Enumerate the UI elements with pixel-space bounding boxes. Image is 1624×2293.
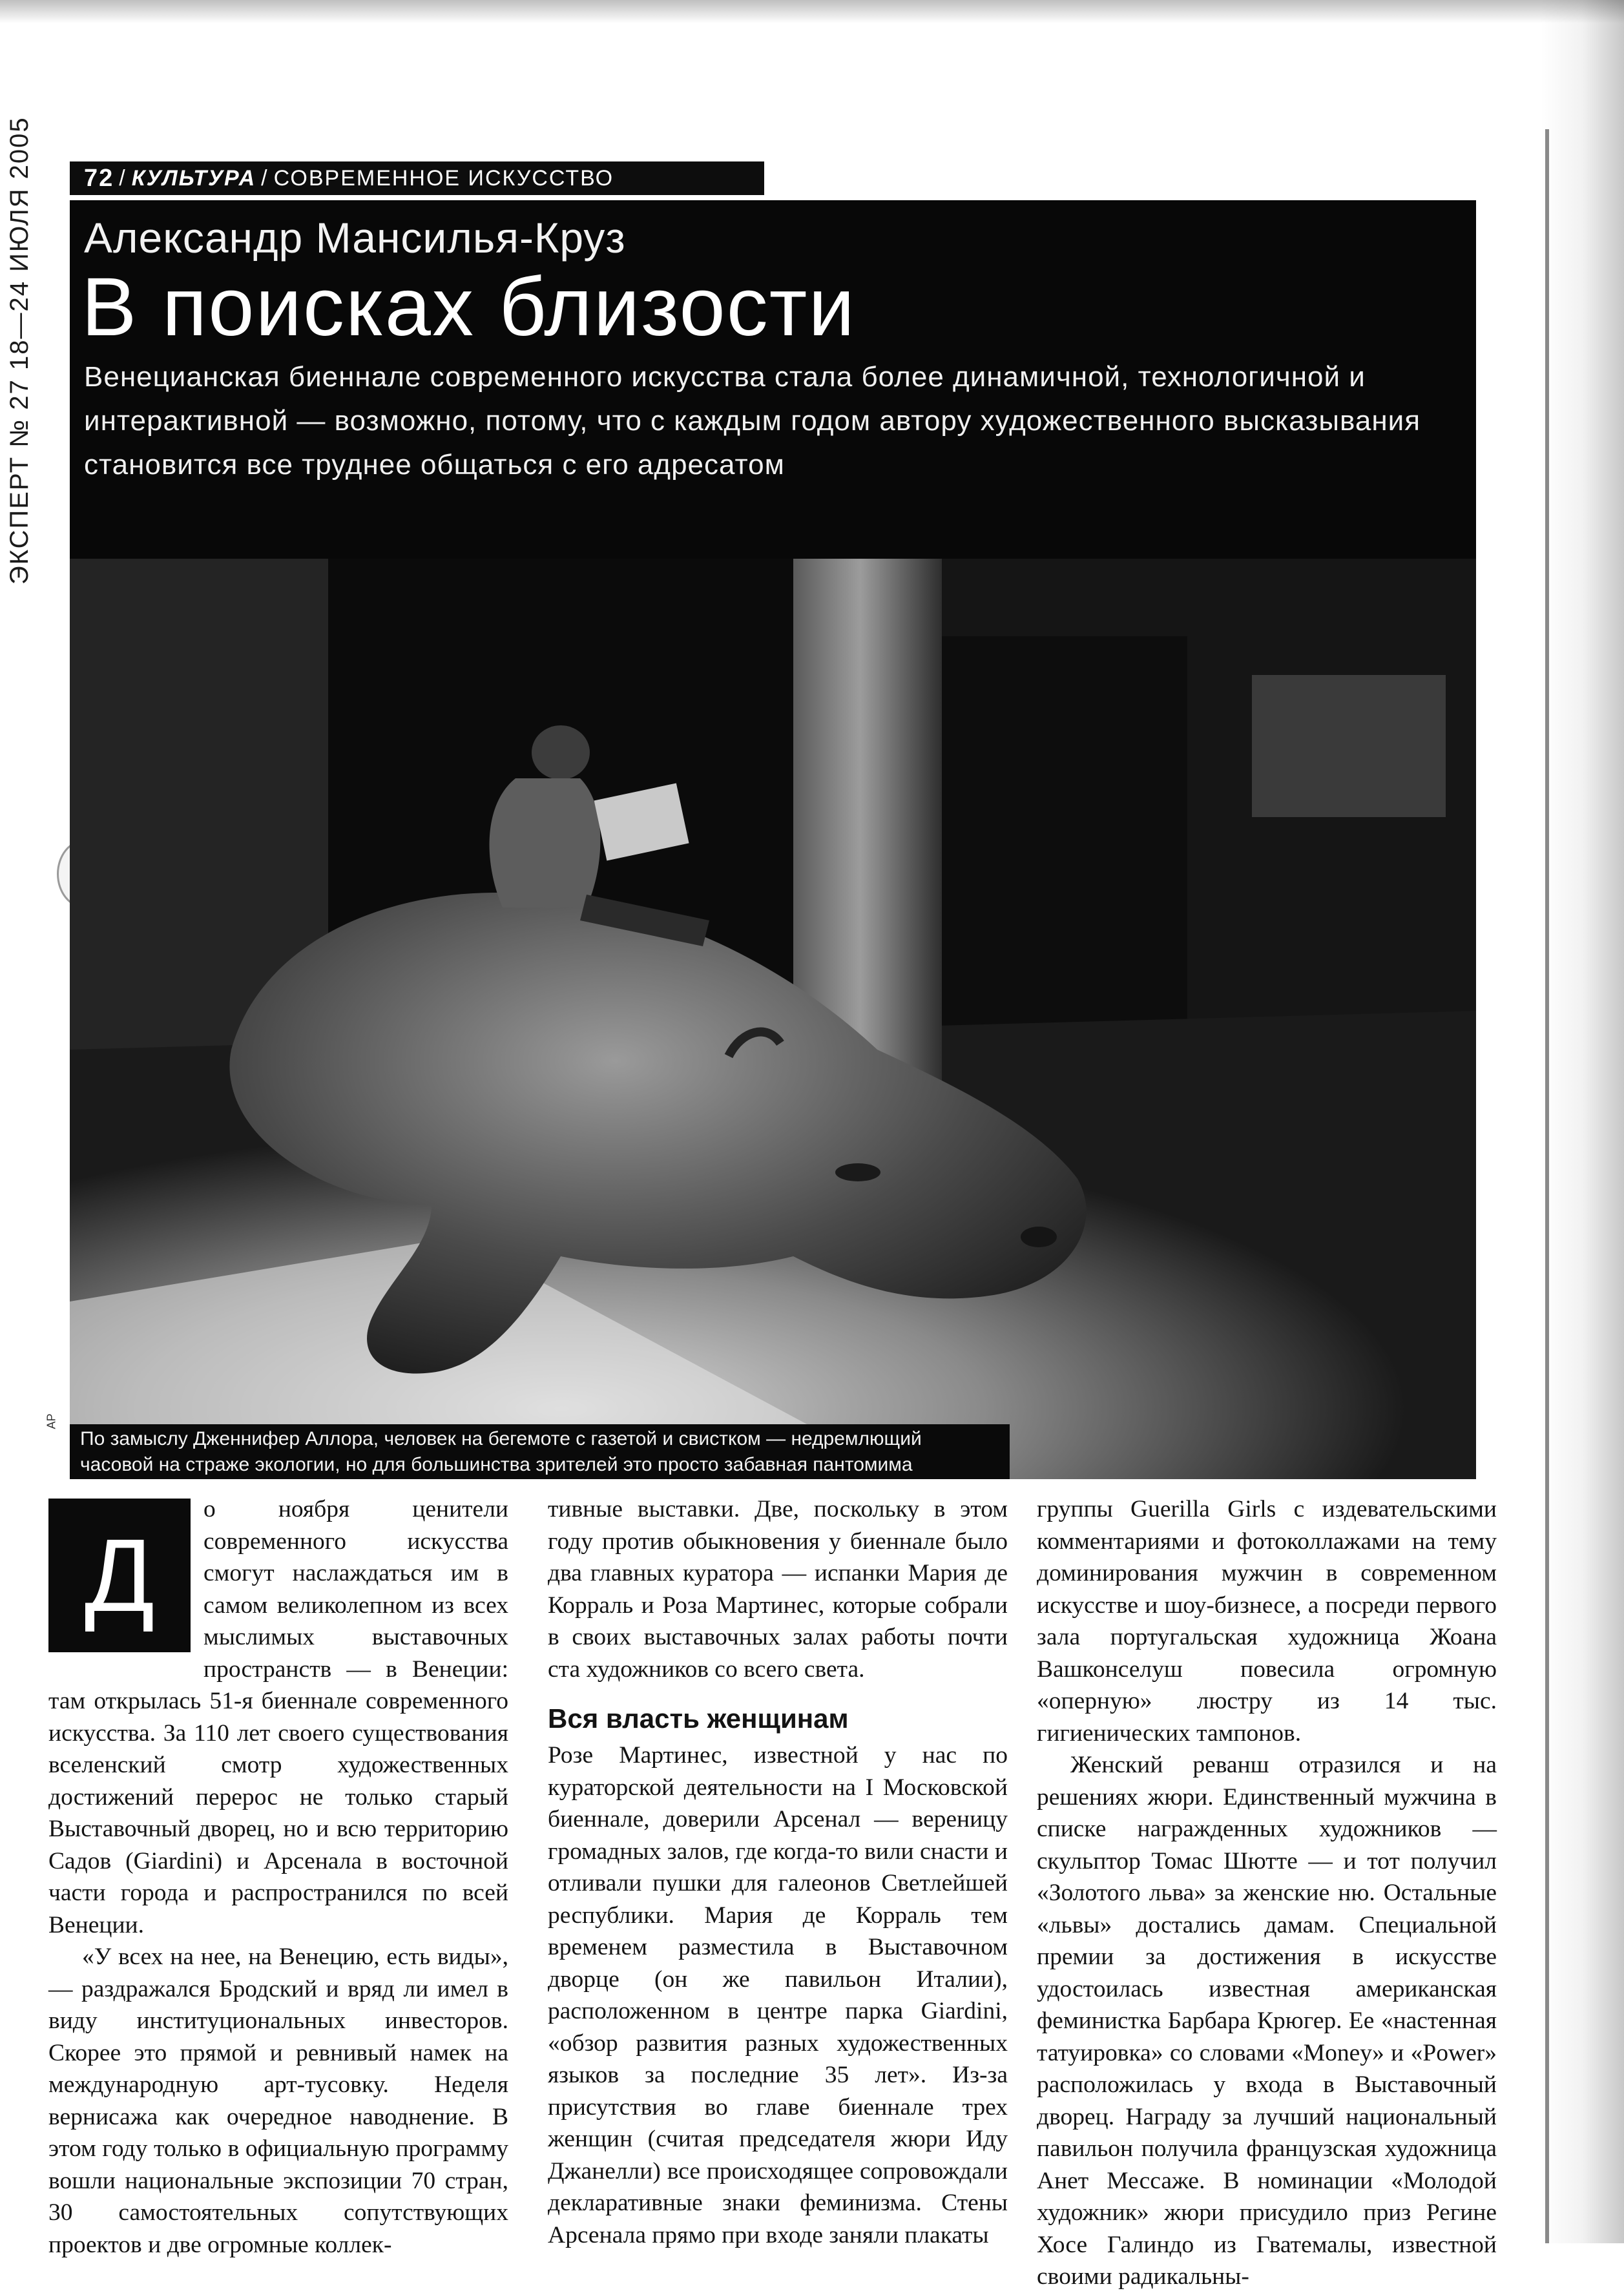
rubric-separator-2: / bbox=[261, 165, 269, 191]
article-photo bbox=[70, 559, 1476, 1479]
subsection-name: СОВРЕМЕННОЕ ИСКУССТВО bbox=[273, 165, 614, 191]
rubric-separator: / bbox=[119, 165, 127, 191]
text-column-1 bbox=[48, 1493, 508, 2261]
section-rubric bbox=[70, 161, 764, 195]
page-edge-line bbox=[1545, 129, 1549, 2243]
paragraph: группы Guerilla Girls с издевательскими комментариями и фотоколлажами на тему доминирования мужчин в современном искусстве и шоу-бизнесе, а посреди первого зала португальская художница Жоана Вашконселуш повесила огромную «оперную» люстру из 14 тыс. гигиенических тампонов. bbox=[1037, 1496, 1497, 1747]
person-body bbox=[490, 778, 601, 908]
hippo-photo-illustration bbox=[70, 559, 1476, 1479]
drop-cap: Д bbox=[48, 1499, 191, 1652]
hippo-nostril bbox=[1021, 1227, 1057, 1247]
subheading: Вся власть женщинам bbox=[548, 1703, 849, 1734]
paragraph: Розе Мартинес, известной у нас по кураторской деятельности на I Московской биеннале, доверили Арсенал — вереницу громадных залов, где когда-то вили снасти и отливали пушки для галеонов Светлейшей республики. Мария де Корраль тем временем разместила в Выставочном дворце (он же павильон Италии), расположенном в центре парка Giardini, «обзор развития разных художественных языков за последние 35 лет». Из-за присутствия во главе биеннале трех женщин (считая председателя жюри Иду Джанелли) все происходящее сопровождали декларативные знаки феминизма. Стены Арсенала прямо при входе заняли плакаты bbox=[548, 1742, 1008, 2248]
issue-label: ЭКСПЕРТ № 27 18—24 ИЮЛЯ 2005 bbox=[5, 116, 34, 585]
scan-right-shadow bbox=[1540, 0, 1624, 2243]
photo-caption: По замыслу Дженнифер Аллора, человек на бегемоте с газетой и свистком — недремлющий часовой на страже экологии, но для большинства зрителей это просто забавная пантомима bbox=[70, 1424, 1010, 1479]
section-name: КУЛЬТУРА bbox=[131, 165, 256, 191]
scan-top-shadow bbox=[0, 0, 1624, 23]
paragraph: тивные выставки. Две, поскольку в этом году против обыкновения у биеннале было два главных куратора — испанки Мария де Корраль и Роза Мартинес, которые собрали в своих выставочных залах работы почти ста художников со всего света. bbox=[548, 1496, 1008, 1683]
photo-credit: AP bbox=[45, 1413, 58, 1429]
person-head bbox=[532, 725, 590, 780]
article-lead: Венецианская биеннале современного искусства стала более динамичной, технологичной и интерактивной — возможно, потому, что с каждым годом автору художественного высказывания становится все труднее общаться с его адресатом bbox=[84, 361, 1421, 481]
text-column-3 bbox=[1037, 1493, 1497, 2293]
article-title: В поисках близости bbox=[81, 261, 856, 353]
hippo-eye bbox=[835, 1163, 880, 1181]
title-block bbox=[70, 200, 1476, 559]
paragraph: о ноября ценители современного искусства смогут наслаждаться им в самом великолепном из всех мыслимых выставочных пространств — в Венеции: там открылась 51-я биеннале современного искусства. За 110 лет своего существования вселенский смотр художественных достижений перерос не только старый Выставочный дворец, но и всю территорию Садов (Giardini) и Арсенала в восточной части города и распространился по всей Венеции. bbox=[48, 1496, 508, 1938]
paragraph: Женский реванш отразился и на решениях жюри. Единственный мужчина в списке награжденных художников — скульптор Томас Шютте — и тот получил «Золотого льва» за женские ню. Остальные «львы» достались дамам. Специальной премии за достижения в искусстве удостоилась известная американская феминистка Барбара Крюгер. Ее «настенная татуировка» со словами «Money» и «Power» расположилась у входа в Выставочный дворец. Награду за лучший национальный павильон получила французская художница Анет Мессаже. В номинации «Молодой художник» жюри присудило приз Регине Хосе Галиндо из Гватемалы, известной своими радикальны- bbox=[1037, 1752, 1497, 2290]
text-column-2 bbox=[548, 1493, 1008, 2251]
paragraph: «У всех на нее, на Венецию, есть виды», — раздражался Бродский и вряд ли имел в виду институциональных инвесторов. Скорее это прямой и ревнивый намек на международную арт-тусовку. Неделя вернисажа как очередное наводнение. В этом году только в официальную программу вошли национальные экспозиции 70 стран, 30 самостоятельных сопутствующих проектов и две огромные коллек- bbox=[48, 1944, 508, 2258]
author-name: Александр Мансилья-Круз bbox=[84, 214, 626, 262]
page-number: 72 bbox=[84, 164, 114, 192]
doorway bbox=[916, 636, 1187, 1037]
wall-artwork bbox=[1252, 675, 1446, 817]
